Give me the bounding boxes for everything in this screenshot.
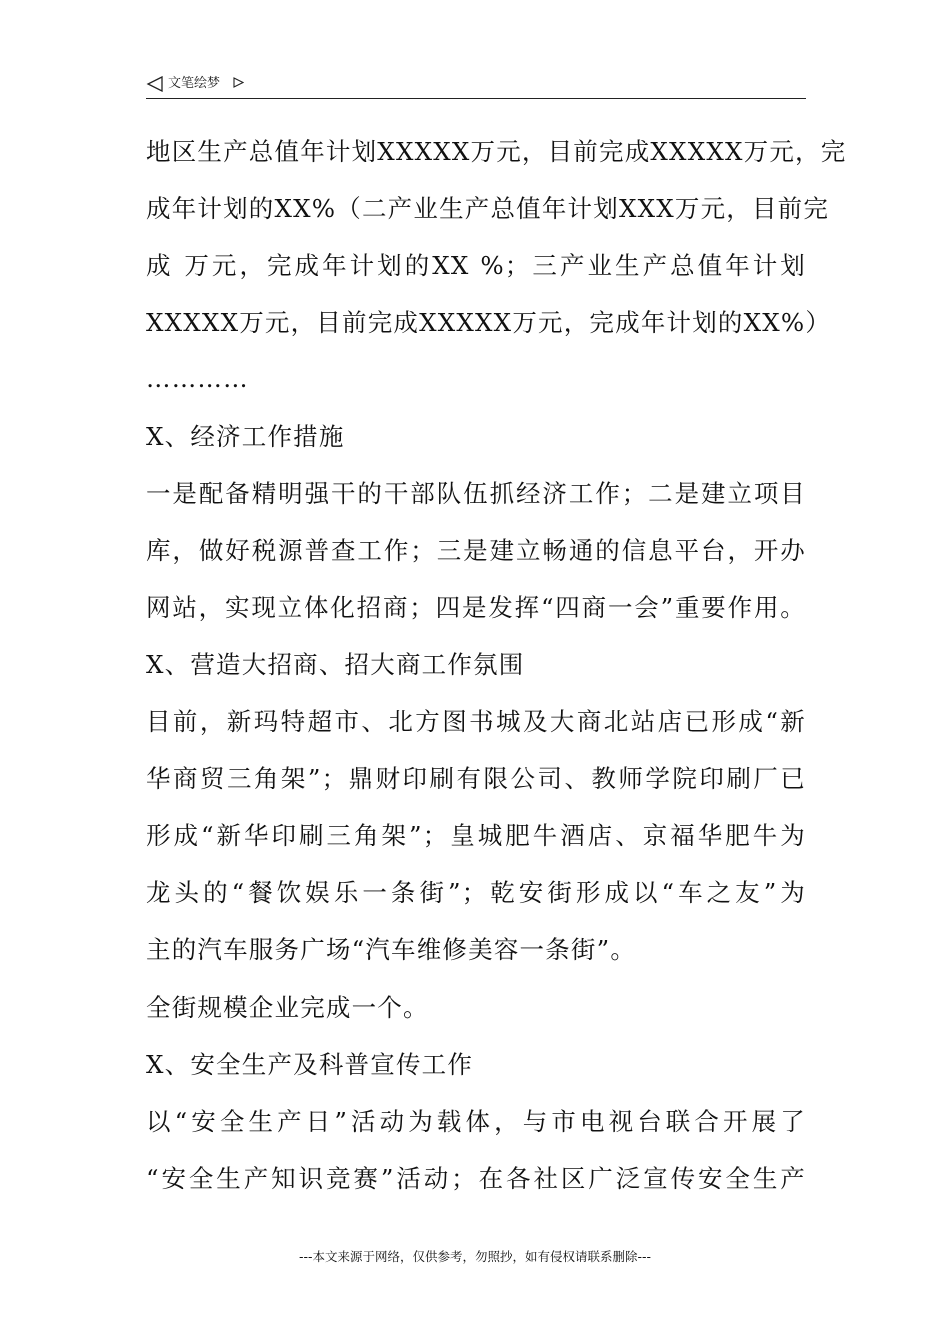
paragraph-line: 库，做好税源普查工作；三是建立畅通的信息平台，开办 <box>146 536 806 565</box>
section-heading: X、安全生产及科普宣传工作 <box>146 1050 474 1079</box>
paragraph-line: “安全生产知识竞赛”活动；在各社区广泛宣传安全生产 <box>146 1164 806 1193</box>
page-footer-disclaimer: ---本文来源于网络，仅供参考，勿照抄，如有侵权请联系删除--- <box>298 1249 652 1264</box>
paragraph-line: 成年计划的XX%（二产业生产总值年计划XXX万元，目前完 <box>146 194 830 223</box>
header-title: 文笔绘梦 <box>168 76 221 91</box>
paragraph-line: 华商贸三角架”；鼎财印刷有限公司、教师学院印刷厂已 <box>146 764 806 793</box>
paragraph-line: 网站，实现立体化招商；四是发挥“四商一会”重要作用。 <box>146 593 806 622</box>
triangle-left-icon <box>146 76 164 92</box>
paragraph-line: 目前，新玛特超市、北方图书城及大商北站店已形成“新 <box>146 707 806 736</box>
paragraph-line: 以“安全生产日”活动为载体，与市电视台联合开展了 <box>146 1107 806 1136</box>
paragraph-line: 龙头的“餐饮娱乐一条街”；乾安街形成以“车之友”为 <box>146 878 806 907</box>
paragraph-line: 成 万元，完成年计划的XX %；三产业生产总值年计划 <box>146 251 806 280</box>
paragraph-line: 一是配备精明强干的干部队伍抓经济工作；二是建立项目 <box>146 479 806 508</box>
paragraph-line: 全街规模企业完成一个。 <box>146 993 429 1022</box>
triangle-right-icon <box>233 77 244 88</box>
paragraph-line: 主的汽车服务广场“汽车维修美容一条街”。 <box>146 935 637 964</box>
paragraph-line: 地区生产总值年计划XXXXX万元，目前完成XXXXX万元，完 <box>146 137 847 166</box>
page-header <box>146 74 806 99</box>
paragraph-line: XXXXX万元，目前完成XXXXX万元，完成年计划的XX%） <box>146 308 832 337</box>
paragraph-line: 形成“新华印刷三角架”；皇城肥牛酒店、京福华肥牛为 <box>146 821 806 850</box>
section-heading: X、经济工作措施 <box>146 422 345 451</box>
section-heading: X、营造大招商、招大商工作氛围 <box>146 650 525 679</box>
paragraph-line: ………… <box>146 364 249 393</box>
